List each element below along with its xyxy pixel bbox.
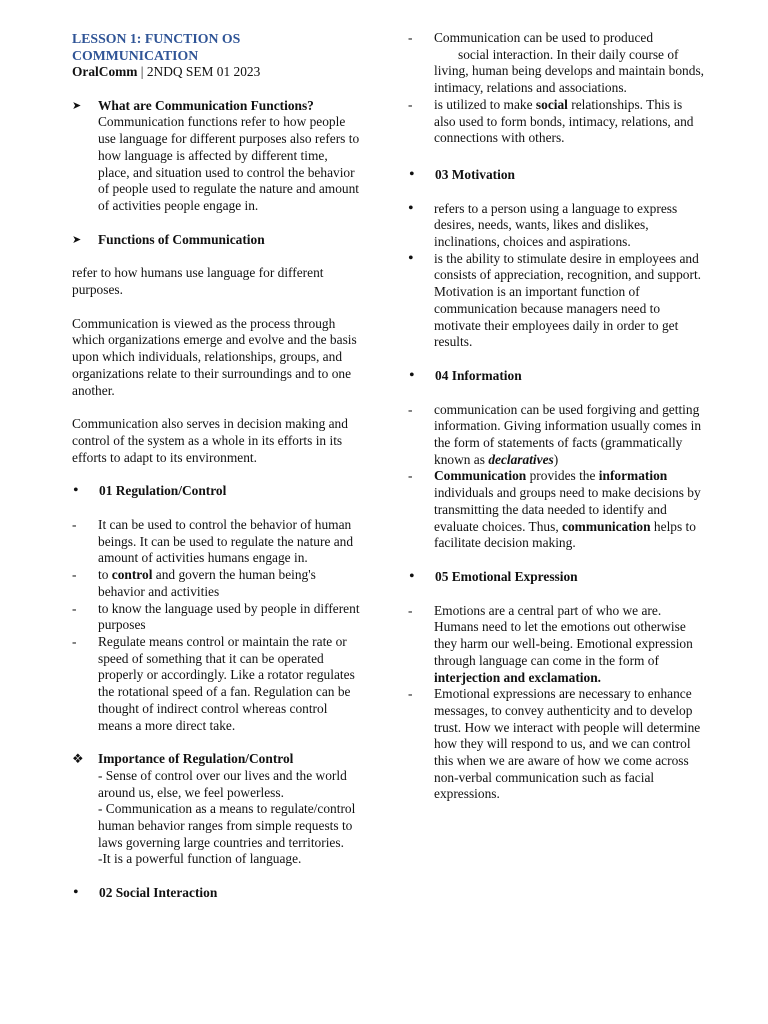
social-item-2: is utilized to make social relationships. This is also used to form bonds, intimacy, relations, and connections with others.	[434, 96, 694, 146]
information-list	[408, 402, 704, 552]
lesson-title-line1: LESSON 1: FUNCTION OS	[72, 31, 241, 46]
bullet-dot-icon: •	[409, 165, 415, 183]
diamond-bullet-icon: ❖	[72, 751, 84, 767]
list-item: • is the ability to stimulate desire in employees and consists of appreciation, recognition, and support. Motivation is an important function of communication because managers need to motivate their employees daily in order to get results.	[408, 251, 704, 351]
emotional-item-2: Emotional expressions are necessary to enhance messages, to convey authenticity and to develop trust. How we interact with people will determine how they will respond to us, and we can control this when we are aware of how we come across non-verbal communication such as facial expressions.	[434, 686, 701, 802]
list-item: - Emotional expressions are necessary to enhance messages, to convey authenticity and to develop trust. How we interact with people will determine how they will respond to us, and we can control this when we are aware of how we come across non-verbal communication such as facial expressions.	[408, 686, 704, 803]
heading-importance-regulation: Importance of Regulation/Control	[98, 751, 294, 767]
emotional-item-1: Emotions are a central part of who we are. Humans need to let the emotions out otherwise they harm our well-being. Emotional expression through language can come in the form of interjection and exclamation.	[434, 602, 693, 685]
list-item: - Emotions are a central part of who we are. Humans need to let the emotions out otherwise they harm our well-being. Emotional expression through language can come in the form of interjection and exclamation.	[408, 603, 704, 687]
emotional-list	[408, 603, 704, 803]
left-column	[72, 30, 362, 902]
social-list	[408, 30, 704, 147]
paragraph-functions-refer: refer to how humans use language for different purposes.	[72, 265, 324, 298]
section-regulation	[72, 483, 362, 500]
bullet-dot-icon: •	[409, 567, 415, 585]
section-functions-of-communication	[72, 232, 362, 249]
lesson-title-line2: COMMUNICATION	[72, 48, 199, 63]
heading-functions-of-communication: Functions of Communication	[98, 231, 265, 247]
motivation-item-1: refers to a person using a language to express desires, needs, wants, likes and dislikes, inclinations, choices and aspirations.	[434, 200, 678, 250]
heading-emotional-expression: 05 Emotional Expression	[435, 568, 578, 584]
bullet-dot-icon: •	[73, 884, 79, 902]
bullet-dot-icon: •	[73, 482, 79, 500]
list-item: - to control and govern the human being's behavior and activities	[72, 567, 362, 600]
bullet-dot-icon: •	[409, 366, 415, 384]
arrow-bullet-icon: ➤	[72, 99, 82, 112]
importance-line-3: -It is a powerful function of language.	[98, 851, 302, 867]
information-item-2: Communication provides the information individuals and groups need to make decisions by transmitting the data needed to identify and evaluate choices. Thus, communication helps to facilitate decision making.	[434, 468, 701, 551]
importance-line-1: - Sense of control over our lives and the world around us, else, we feel powerless.	[98, 767, 347, 800]
paragraph-communication-process: Communication is viewed as the process through which organizations emerge and evolve and the basis upon which individuals, relationships, groups, and organizations relate to their surroundings and to one another.	[72, 315, 357, 398]
heading-what-are-functions: What are Communication Functions?	[98, 97, 314, 113]
social-item-1: Communication can be used to produced social interaction. In their daily course of living, human being develops and maintain bonds, intimacy, relations and associations.	[434, 30, 705, 96]
importance-line-2: - Communication as a means to regulate/control human behavior ranges from simple requests to laws governing large countries and territories.	[98, 801, 356, 850]
regulation-item-2: to control and govern the human being's behavior and activities	[98, 567, 316, 599]
list-item: - is utilized to make social relationships. This is also used to form bonds, intimacy, relations, and connections with others.	[408, 97, 704, 147]
list-item: - Communication provides the information individuals and groups need to make decisions by transmitting the data needed to identify and evaluate choices. Thus, communication helps to facilitate decision making.	[408, 468, 704, 552]
heading-social-interaction: 02 Social Interaction	[99, 885, 218, 901]
regulation-item-3: to know the language used by people in different purposes	[98, 600, 360, 633]
right-column	[408, 30, 704, 803]
section-motivation	[408, 167, 704, 184]
heading-information: 04 Information	[435, 367, 522, 383]
course-meta: | 2NDQ SEM 01 2023	[137, 64, 261, 79]
list-item: - communication can be used forgiving and getting information. Giving information usually comes in the form of statements of facts (grammatically known as declaratives)	[408, 402, 704, 469]
regulation-list	[72, 517, 362, 734]
heading-regulation-control: 01 Regulation/Control	[99, 483, 227, 499]
list-item: - Regulate means control or maintain the rate or speed of something that it can be operated properly or accordingly. Like a rotator regulates the rotational speed of a fan. Regulation can be thought of indirect control whereas control means a more direct take.	[72, 634, 362, 734]
section-communication-functions	[72, 98, 362, 215]
section-emotional-expression	[408, 569, 704, 586]
heading-motivation: 03 Motivation	[435, 166, 515, 182]
paragraph-functions-definition: Communication functions refer to how people use language for different purposes also refers to how language is affected by different time, place, and situation used to control the behavior of people used to regulate the nature and amount of activities people engage in.	[98, 114, 360, 213]
course-name: OralComm	[72, 64, 138, 79]
arrow-bullet-icon: ➤	[72, 233, 82, 246]
list-item: • refers to a person using a language to express desires, needs, wants, likes and dislikes, inclinations, choices and aspirations.	[408, 201, 704, 251]
section-importance	[72, 751, 362, 868]
motivation-item-2: is the ability to stimulate desire in employees and consists of appreciation, recognition, and support. Motivation is an important function of communication because managers need to motivate their employees daily in order to get results.	[434, 250, 702, 350]
regulation-item-1: It can be used to control the behavior of human beings. It can be used to regulate the nature and amount of activities humans engage in.	[98, 517, 354, 566]
list-item: - to know the language used by people in different purposes	[72, 601, 362, 634]
paragraph-decision-making: Communication also serves in decision making and control of the system as a whole in its efforts in its efforts to adapt to its environment.	[72, 416, 348, 465]
list-item: - Communication can be used to produced social interaction. In their daily course of living, human being develops and maintain bonds, intimacy, relations and associations.	[408, 30, 705, 96]
motivation-list	[408, 201, 704, 351]
section-information	[408, 368, 704, 385]
information-item-1: communication can be used forgiving and getting information. Giving information usually comes in the form of statements of facts (grammatically known as declaratives)	[434, 401, 702, 467]
list-item: - It can be used to control the behavior of human beings. It can be used to regulate the nature and amount of activities humans engage in.	[72, 517, 362, 567]
regulation-item-4: Regulate means control or maintain the rate or speed of something that it can be operated properly or accordingly. Like a rotator regulates the rotational speed of a fan. Regulation can be thought of indirect control whereas control means a more direct take.	[98, 633, 355, 733]
section-social-interaction	[72, 885, 362, 902]
lesson-subtitle	[72, 64, 362, 81]
